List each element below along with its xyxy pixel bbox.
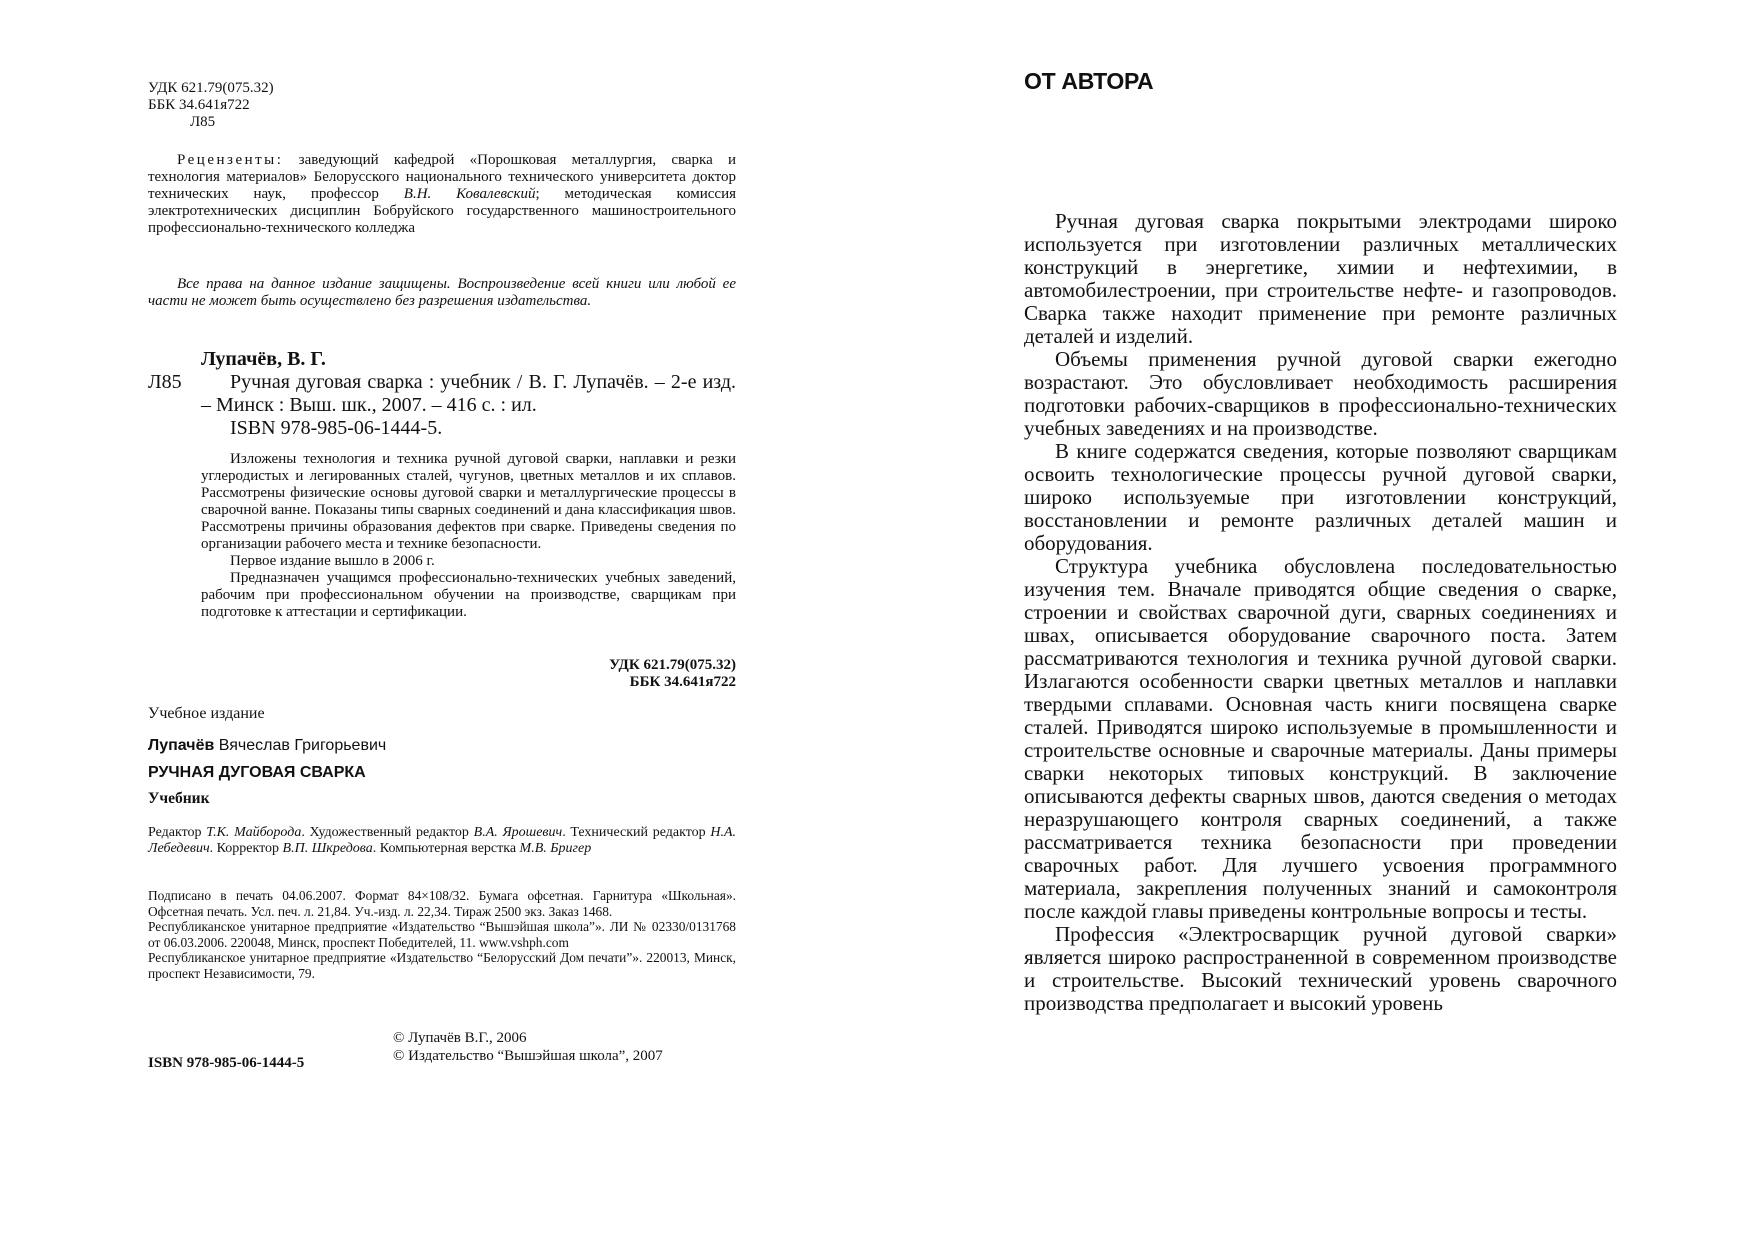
reviewer-name: В.Н. Ковалевский	[403, 186, 536, 202]
copyrights	[393, 1029, 663, 1065]
author-surname: Лупачёв	[148, 737, 215, 754]
preface-paragraph: В книге содержатся сведения, которые позволяют сварщикам освоить технологические процессы ручной дуговой сварки, широко используемые при изготовлении конструкций, восстановлении и ремонте различных деталей машин и оборудования.	[1024, 439, 1617, 555]
imprint-page	[0, 0, 860, 1240]
print-info	[148, 888, 736, 982]
bib-codes	[480, 657, 736, 691]
copyright-author: © Лупачёв В.Г., 2006	[393, 1030, 527, 1046]
reviewers	[148, 152, 736, 237]
author-given-names: Вячеслав Григорьевич	[218, 737, 387, 754]
reviewers-text: заведующий кафедрой «Порошковая металлургия, сварка и технология материалов» Белорусского национального технического университета доктор технических наук, профессор	[148, 152, 737, 202]
bib-udk: УДК 621.79(075.32)	[609, 657, 736, 673]
art-editor-name: В.А. Ярошевич	[473, 825, 563, 840]
print-info-para-3: Республиканское унитарное предприятие «Издательство “Белорусский Дом печати”». 220013, Минск, проспект Независимости, 79.	[148, 950, 736, 981]
bib-mark: Л85	[148, 371, 182, 393]
classification-codes	[148, 80, 348, 131]
preface-body	[1024, 210, 1617, 1015]
rights-notice: Все права на данное издание защищены. Воспроизведение всей книги или любой ее части не может быть осуществлено без разрешения издательства.	[148, 276, 736, 309]
reviewers-label: Рецензенты:	[177, 152, 284, 168]
reviewers-text-2: ; методическая комиссия электротехнических дисциплин Бобруйского государственного машиностроительного профессионально-технического колледжа	[148, 186, 737, 236]
bib-abstract	[201, 451, 736, 621]
tech-editor-name: Н.А. Лебедевич	[148, 825, 737, 857]
editor-name: Т.К. Майборода	[206, 825, 302, 840]
abstract-para-2: Первое издание вышло в 2006 г.	[230, 553, 435, 569]
layout-name: М.В. Бригер	[519, 841, 592, 857]
udk-code: УДК 621.79(075.32)	[148, 80, 274, 96]
preface-paragraph: Структура учебника обусловлена последовательностью изучения тем. Вначале приводятся общие сведения о сварке, строении и свойствах сварочной дуги, сварных соединениях и швах, описывается оборудование сварочного поста. Затем рассматриваются технология и техника ручной дуговой сварки. Излагаются особенности сварки цветных металлов и наплавки твердыми сплавами. Основная часть книги посвящена сварке сталей. Приводятся широко используемые в промышленности и строительстве основные и сварочные материалы. Даны примеры сварки некоторых типовых конструкций. В заключение описываются дефекты сварных швов, даются сведения о методах неразрушающего контроля сварных соединений, а также рассматривается техника безопасности при проведении сварочных работ. Для лучшего усвоения программного материала, закрепления полученных знаний и самоконтроля после каждой главы приведены контрольные вопросы и тесты.	[1024, 554, 1617, 923]
abstract-para-3: Предназначен учащимся профессионально-технических учебных заведений, рабочим при профессиональном обучении на производстве, сварщикам при подготовке к аттестации и сертификации.	[201, 570, 736, 620]
edition-type: Учебное издание	[148, 705, 265, 722]
isbn: ISBN 978-985-06-1444-5	[148, 1055, 305, 1071]
abstract-para-1: Изложены технология и техника ручной дуговой сварки, наплавки и резки углеродистых и легированных сталей, чугунов, цветных металлов и их сплавов. Рассмотрены физические основы дуговой сварки и металлургические процессы в сварочной ванне. Показаны типы сварных соединений и дана классификация швов. Рассмотрены причины образования дефектов при сварке. Приведены сведения по организации рабочего места и технике безопасности.	[201, 451, 736, 552]
bib-isbn: ISBN 978-985-06-1444-5.	[230, 417, 443, 439]
bib-title-line: Ручная дуговая сварка : учебник / В. Г. Лупачёв. – 2-е изд. – Минск : Выш. шк., 2007. – 416 с. : ил.	[201, 371, 736, 416]
bbk-code: ББК 34.641я722	[148, 97, 250, 113]
preface-page	[860, 0, 1751, 1240]
preface-paragraph: Ручная дуговая сварка покрытыми электродами широко используется при изготовлении различных металлических конструкций в энергетике, химии и нефтехимии, в автомобилестроении, при строительстве нефте- и газопроводов. Сварка также находит применение при ремонте различных деталей и изделий.	[1024, 209, 1617, 348]
preface-paragraph: Профессия «Электросварщик ручной дуговой сварки» является широко распространенной в современном производстве и строительстве. Высокий технический уровень сварочного производства предполагает и высокий уровень	[1024, 922, 1617, 1015]
staff-credits: Редактор Т.К. Майборода. Художественный редактор В.А. Ярошевич. Технический редактор Н.А. Лебедевич. Корректор В.П. Шкредова. Компьютерная верстка М.В. Бригер	[148, 825, 737, 857]
bib-author-heading: Лупачёв, В. Г.	[201, 348, 326, 370]
book-subtitle: Учебник	[148, 790, 210, 807]
book-title: РУЧНАЯ ДУГОВАЯ СВАРКА	[148, 764, 366, 781]
bib-bbk: ББК 34.641я722	[629, 674, 736, 690]
print-info-para-1: Подписано в печать 04.06.2007. Формат 84×108/32. Бумага офсетная. Гарнитура «Школьная». Офсетная печать. Усл. печ. л. 21,84. Уч.-изд. л. 22,34. Тираж 2500 экз. Заказ 1468.	[148, 888, 736, 919]
author-mark: Л85	[190, 114, 216, 130]
preface-heading: ОТ АВТОРА	[1024, 68, 1154, 94]
preface-paragraph: Объемы применения ручной дуговой сварки ежегодно возрастают. Это обусловливает необходимость расширения подготовки рабочих-сварщиков в профессионально-технических учебных заведениях и на производстве.	[1024, 347, 1617, 440]
corrector-name: В.П. Шкредова	[282, 841, 373, 857]
copyright-publisher: © Издательство “Вышэйшая школа”, 2007	[393, 1048, 663, 1064]
author-name	[148, 736, 386, 755]
print-info-para-2: Республиканское унитарное предприятие «Издательство “Вышэйшая школа”». ЛИ № 02330/0131768 от 06.03.2006. 220048, Минск, проспект Победителей, 11. www.vshph.com	[148, 919, 736, 950]
